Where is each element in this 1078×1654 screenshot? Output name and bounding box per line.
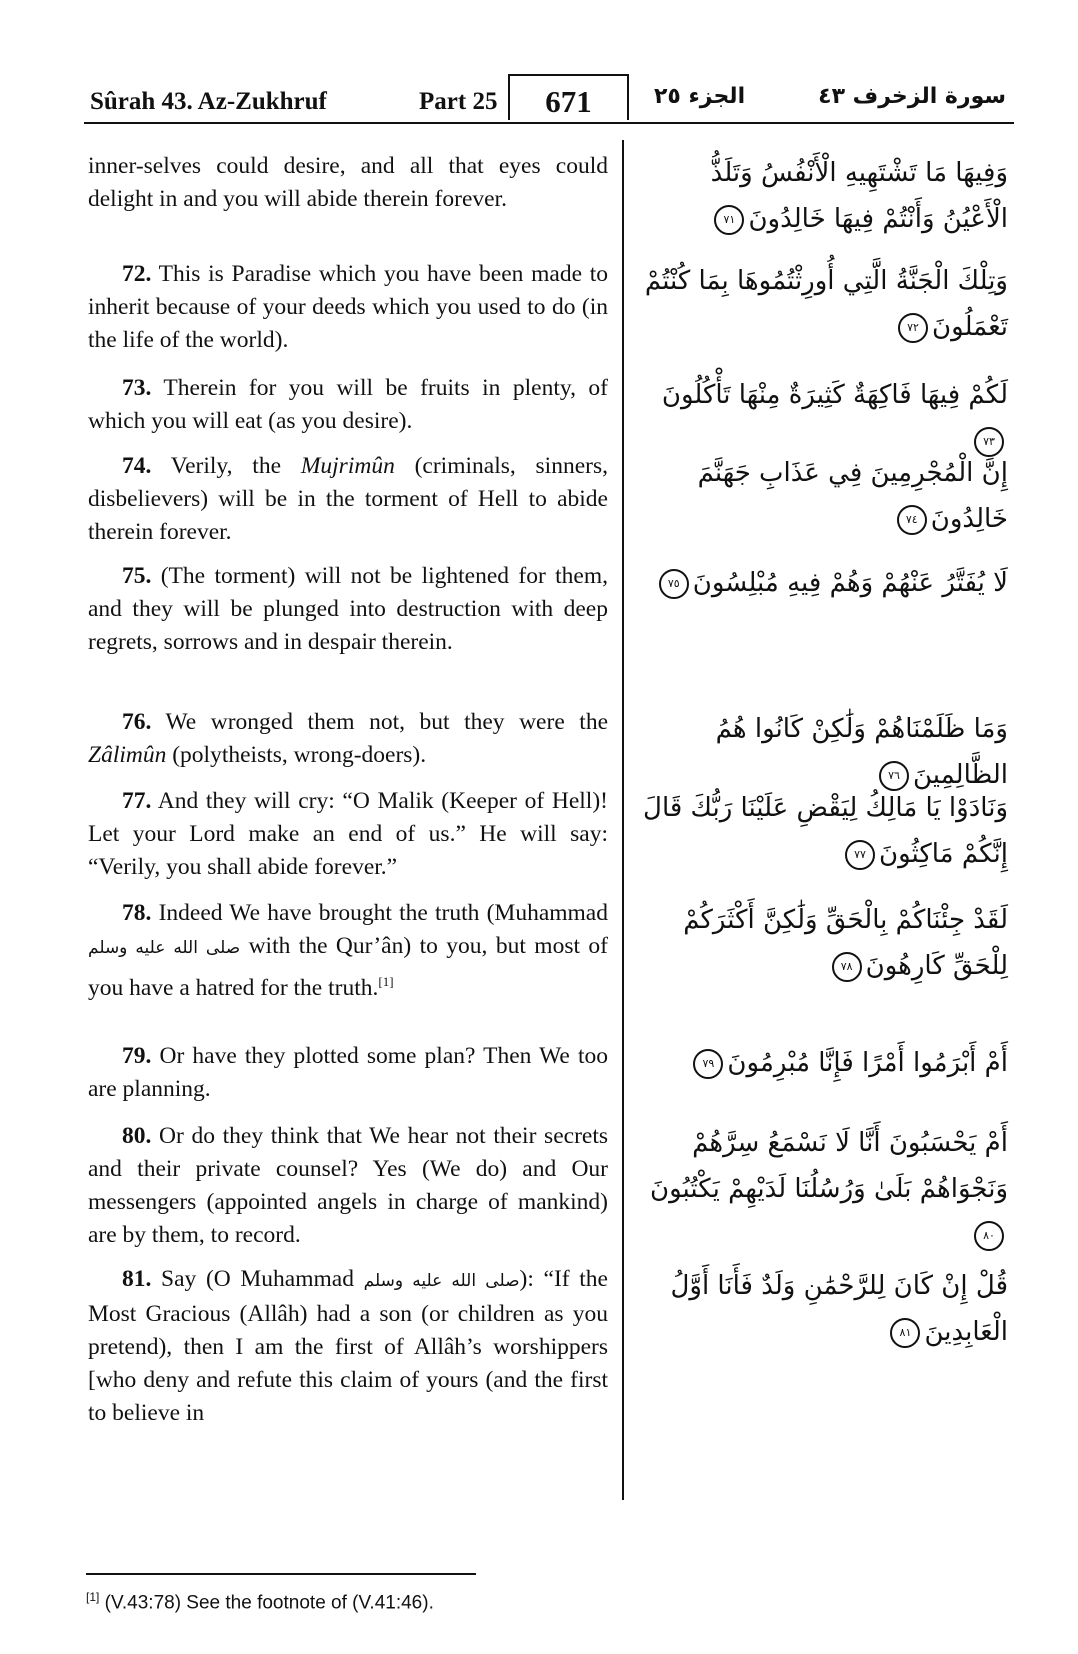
arabic-text: إِنَّ الْمُجْرِمِينَ فِي عَذَابِ جَهَنَّمَ خَالِدُونَ — [697, 458, 1008, 534]
verse-text: We wronged them not, but they were the — [151, 709, 608, 735]
ayah-number-icon: ٧٥ — [659, 569, 689, 599]
verse-number: 81. — [122, 1266, 152, 1292]
salutation-text: صلى الله عليه وسلم — [88, 938, 241, 958]
verse-translation — [88, 706, 608, 772]
verse-number: 77. — [122, 788, 152, 814]
verse-text: And they will cry: “O Malik (Keeper of Hell)! Let your Lord make an end of us.” He will say: “Verily, you shall abide forever.” — [88, 788, 608, 880]
verse-number: 78. — [122, 900, 152, 926]
verse-text: (The torment) will not be lightened for them, and they will be plunged into destruction with deep regrets, sorrows and in despair therein. — [88, 563, 608, 655]
arabic-text: أَمْ يَحْسَبُونَ أَنَّا لَا نَسْمَعُ سِرَّهُمْ وَنَجْوَاهُمْ بَلَىٰ وَرُسُلُنَا لَدَيْهِمْ يَكْتُبُونَ — [650, 1128, 1008, 1204]
footnote — [86, 1590, 434, 1614]
ayah-number-icon: ٧٣ — [974, 427, 1004, 457]
footnote-rule — [86, 1573, 476, 1575]
verse-number: 73. — [122, 375, 152, 401]
verse-text: Indeed We have brought the truth (Muhammad — [151, 900, 608, 926]
salutation-text: صلى الله عليه وسلم — [363, 1271, 520, 1291]
verse-text: (criminals, sinners, disbelievers) will be in the torment of Hell to abide therein forever. — [88, 453, 608, 545]
verse-term: Zâlimûn — [88, 742, 167, 768]
arabic-text: وَفِيهَا مَا تَشْتَهِيهِ الْأَنْفُسُ وَتَلَذُّ الْأَعْيُنُ وَأَنْتُمْ فِيهَا خَالِدُونَ — [710, 158, 1008, 234]
ayah-number-icon: ٧٢ — [898, 313, 928, 343]
arabic-text: أَمْ أَبْرَمُوا أَمْرًا فَإِنَّا مُبْرِمُونَ — [727, 1048, 1008, 1078]
ayah-number-icon: ٧٩ — [693, 1049, 723, 1079]
verse-number: 75. — [122, 563, 152, 589]
verse-arabic — [638, 560, 1008, 606]
verse-arabic — [638, 258, 1008, 350]
ayah-number-icon: ٧٦ — [879, 761, 909, 791]
ayah-number-icon: ٧٨ — [832, 952, 862, 982]
footnote-marker: [1] — [86, 1590, 100, 1604]
verse-text: Therein for you will be fruits in plenty, of which you will eat (as you desire). — [88, 375, 608, 434]
verse-text: (polytheists, wrong-doers). — [166, 742, 427, 768]
ayah-number-icon: ٧٧ — [845, 840, 875, 870]
verse-arabic — [638, 450, 1008, 542]
verse-text: inner-selves could desire, and all that eyes could delight in and you will abide therein forever. — [88, 153, 608, 212]
ayah-number-icon: ٧٤ — [897, 505, 927, 535]
verse-translation — [88, 785, 608, 884]
verse-translation — [88, 1263, 608, 1430]
verse-arabic — [638, 150, 1008, 242]
verse-translation — [88, 1040, 608, 1106]
verse-number: 76. — [122, 709, 152, 735]
verse-text: This is Paradise which you have been made to inherit because of your deeds which you used to do (in the life of the world). — [88, 261, 608, 353]
footnote-text: (V.43:78) See the footnote of (V.41:46). — [99, 1592, 434, 1614]
verse-number: 80. — [122, 1123, 152, 1149]
verse-translation — [88, 372, 608, 438]
verse-text: Say (O Muhammad — [151, 1266, 364, 1292]
arabic-text: لَقَدْ جِئْنَاكُمْ بِالْحَقِّ وَلَٰكِنَّ أَكْثَرَكُمْ لِلْحَقِّ كَارِهُونَ — [683, 905, 1008, 981]
arabic-text: وَنَادَوْا يَا مَالِكُ لِيَقْضِ عَلَيْنَا رَبُّكَ قَالَ إِنَّكُمْ مَاكِثُونَ — [643, 793, 1008, 869]
verse-term: Mujrimûn — [300, 453, 395, 479]
verse-translation — [88, 258, 608, 357]
page-number: 671 — [508, 74, 629, 120]
verse-number: 79. — [122, 1043, 152, 1069]
part-label: Part 25 — [419, 88, 498, 115]
verse-arabic — [638, 1263, 1008, 1355]
verse-translation — [88, 450, 608, 549]
verse-text: Or have they plotted some plan? Then We too are planning. — [88, 1043, 608, 1102]
verse-translation — [88, 560, 608, 659]
ayah-number-icon: ٨٠ — [974, 1221, 1004, 1251]
verse-number: 74. — [122, 453, 152, 479]
column-divider — [622, 140, 624, 1500]
verse-arabic — [638, 785, 1008, 877]
verse-translation — [88, 897, 608, 1005]
footnote-ref[interactable]: [1] — [378, 974, 394, 989]
verse-arabic — [638, 1120, 1008, 1258]
arabic-text: وَمَا ظَلَمْنَاهُمْ وَلَٰكِنْ كَانُوا هُمُ الظَّالِمِينَ — [715, 714, 1008, 790]
arabic-surah-title: سورة الزخرف ٤٣ — [818, 84, 1006, 109]
arabic-text: لَكُمْ فِيهَا فَاكِهَةٌ كَثِيرَةٌ مِنْهَا تَأْكُلُونَ — [661, 380, 1008, 410]
verse-text: Verily, the — [151, 453, 301, 479]
verse-text: ): “If the Most Gracious (Allâh) had a son (or children as you pretend), then I am the first of Allâh’s worshippers [who deny and refute this claim of yours (and the first to believe in — [88, 1266, 608, 1426]
arabic-text: لَا يُفَتَّرُ عَنْهُمْ وَهُمْ فِيهِ مُبْلِسُونَ — [692, 568, 1008, 598]
ayah-number-icon: ٧١ — [714, 205, 744, 235]
verse-translation — [88, 1120, 608, 1252]
verse-number: 72. — [122, 261, 152, 287]
surah-title: Sûrah 43. Az-Zukhruf — [90, 88, 327, 115]
verse-arabic — [638, 897, 1008, 989]
page-header — [84, 74, 1014, 120]
ayah-number-icon: ٨١ — [890, 1318, 920, 1348]
arabic-text: قُلْ إِنْ كَانَ لِلرَّحْمَٰنِ وَلَدٌ فَأَنَا أَوَّلُ الْعَابِدِينَ — [670, 1271, 1008, 1347]
header-rule — [84, 122, 1014, 124]
verse-translation — [88, 150, 608, 216]
verse-text: Or do they think that We hear not their secrets and their private counsel? Yes (We do) and Our messengers (appointed angels in charge of mankind) are by them, to record. — [88, 1123, 608, 1248]
arabic-text: وَتِلْكَ الْجَنَّةُ الَّتِي أُورِثْتُمُوهَا بِمَا كُنْتُمْ تَعْمَلُونَ — [644, 266, 1008, 342]
verse-text: with the Qur’ân) to you, but most of you have a hatred for the truth. — [88, 933, 609, 1001]
verse-arabic — [638, 1040, 1008, 1086]
arabic-part-label: الجزء ٢٥ — [654, 84, 746, 109]
